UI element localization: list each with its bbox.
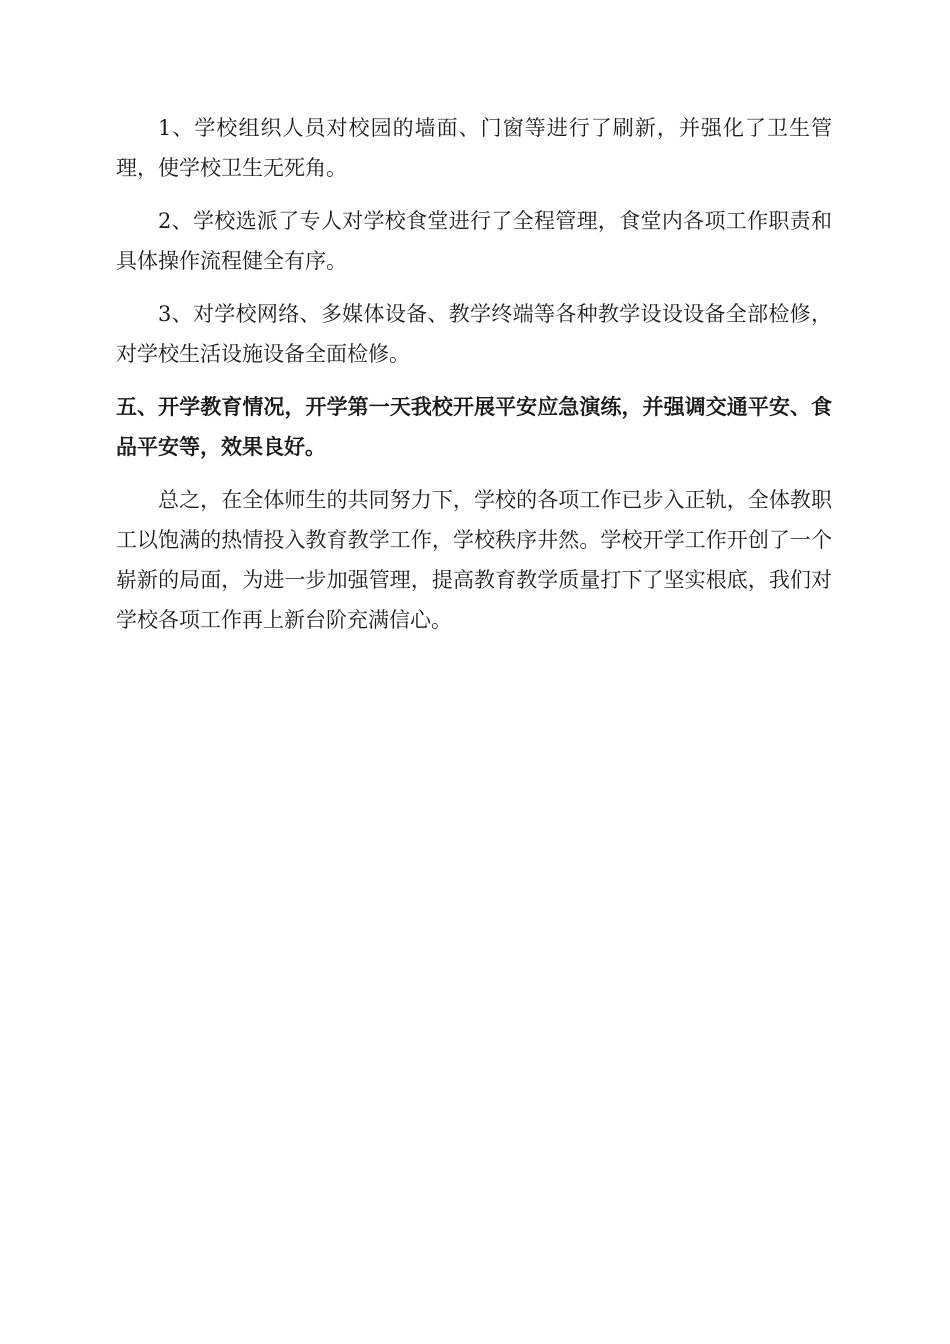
paragraph-item-3: 3、对学校网络、多媒体设备、教学终端等各种教学设设设备全部检修，对学校生活设施设备全面检修。 bbox=[116, 302, 832, 366]
conclusion-paragraph: 总之，在全体师生的共同努力下，学校的各项工作已步入正轨，全体教职工以饱满的热情投入教育教学工作，学校秩序井然。学校开学工作开创了一个崭新的局面，为进一步加强管理，提高教育教学质量打下了坚实根底，我们对学校各项工作再上新台阶充满信心。 bbox=[116, 488, 832, 632]
section-heading: 五、开学教育情况，开学第一天我校开展平安应急演练，并强调交通平安、食品平安等，效果良好。 bbox=[116, 395, 832, 459]
paragraph-item-1: 1、学校组织人员对校园的墙面、门窗等进行了刷新，并强化了卫生管理，使学校卫生无死角。 bbox=[116, 116, 832, 180]
paragraph-item-2: 2、学校选派了专人对学校食堂进行了全程管理，食堂内各项工作职责和具体操作流程健全有序。 bbox=[116, 209, 832, 273]
document-body bbox=[116, 108, 832, 653]
